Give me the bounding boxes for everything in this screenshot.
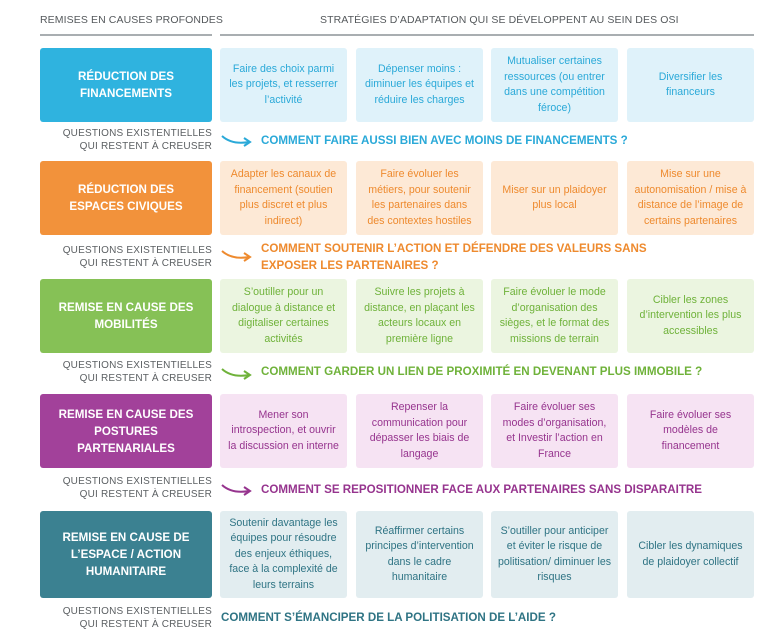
arrow-icon <box>220 481 254 497</box>
arrow-icon <box>220 365 254 381</box>
strategy-box: S’outiller pour anticiper et éviter le risque de politisation/ diminuer les risques <box>491 511 618 598</box>
strategy-box: Faire évoluer ses modes d’organisation, et Investir l’action en France <box>491 394 618 468</box>
strategy-box: Soutenir davantage les équipes pour résoudre des enjeux éthiques, face à la complexité de leurs terrains <box>220 511 347 598</box>
strategy-box: Adapter les canaux de financement (soutien plus discret et plus indirect) <box>220 161 347 235</box>
cause-box: REMISE EN CAUSE DES MOBILITÉS <box>40 279 212 353</box>
cause-box: RÉDUCTION DES ESPACES CIVIQUES <box>40 161 212 235</box>
strategy-box: Mener son introspection, et ouvrir la discussion en interne <box>220 394 347 468</box>
header-divider-right <box>220 34 754 36</box>
strategy-box: Faire des choix parmi les projets, et resserrer l’activité <box>220 48 347 122</box>
row-postures-partenariales <box>40 394 754 504</box>
question-text: COMMENT FAIRE AUSSI BIEN AVEC MOINS DE FINANCEMENTS ? <box>261 134 628 147</box>
strategy-box: Faire évoluer le mode d’organisation des sièges, et le format des missions de terrain <box>491 279 618 353</box>
cause-box: RÉDUCTION DES FINANCEMENTS <box>40 48 212 122</box>
strategy-box: Diversifier les financeurs <box>627 48 754 122</box>
strategy-box: Cibler les dynamiques de plaidoyer collectif <box>627 511 754 598</box>
row-espace-humanitaire <box>40 511 754 636</box>
row-espaces-civiques <box>40 161 754 281</box>
header-right: STRATÉGIES D’ADAPTATION QUI SE DÉVELOPPENT AU SEIN DES OSI <box>320 14 679 26</box>
row-mobilites <box>40 279 754 389</box>
question-text: COMMENT S’ÉMANCIPER DE LA POLITISATION DE L’AIDE ? <box>221 611 556 624</box>
cause-box: REMISE EN CAUSE DES POSTURES PARTENARIALES <box>40 394 212 468</box>
question-label: QUESTIONS EXISTENTIELLES QUI RESTENT À CREUSER <box>62 360 212 384</box>
strategy-box: Miser sur un plaidoyer plus local <box>491 161 618 235</box>
strategy-box: Cibler les zones d’intervention les plus accessibles <box>627 279 754 353</box>
header-divider-left <box>40 34 212 36</box>
arrow-icon <box>220 132 254 148</box>
question-text: COMMENT SE REPOSITIONNER FACE AUX PARTENAIRES SANS DISPARAITRE <box>261 483 703 496</box>
question-label: QUESTIONS EXISTENTIELLES QUI RESTENT À CREUSER <box>62 606 212 630</box>
strategy-box: Faire évoluer les métiers, pour soutenir les partenaires dans des contextes hostiles <box>356 161 483 235</box>
question-label: QUESTIONS EXISTENTIELLES QUI RESTENT À CREUSER <box>62 476 212 500</box>
header-left: REMISES EN CAUSES PROFONDES <box>40 14 223 26</box>
arrow-icon <box>220 247 254 263</box>
question-text: COMMENT GARDER UN LIEN DE PROXIMITÉ EN DEVENANT PLUS IMMOBILE ? <box>261 365 703 378</box>
strategy-box: Dépenser moins : diminuer les équipes et réduire les charges <box>356 48 483 122</box>
row-financements <box>40 48 754 158</box>
strategy-box: Suivre les projets à distance, en plaçant les acteurs locaux en première ligne <box>356 279 483 353</box>
strategy-box: S’outiller pour un dialogue à distance et digitaliser certaines activités <box>220 279 347 353</box>
question-label: QUESTIONS EXISTENTIELLES QUI RESTENT À CREUSER <box>62 128 212 152</box>
strategy-box: Mise sur une autonomisation / mise à distance de l’image de certains partenaires <box>627 161 754 235</box>
strategy-box: Faire évoluer ses modèles de financement <box>627 394 754 468</box>
question-label: QUESTIONS EXISTENTIELLES QUI RESTENT À CREUSER <box>62 245 212 269</box>
strategy-box: Repenser la communication pour dépasser les biais de langage <box>356 394 483 468</box>
strategy-box: Réaffirmer certains principes d’intervention dans le cadre humanitaire <box>356 511 483 598</box>
strategy-box: Mutualiser certaines ressources (ou entrer dans une compétition féroce) <box>491 48 618 122</box>
question-text: COMMENT SOUTENIR L’ACTION ET DÉFENDRE DES VALEURS SANS EXPOSER LES PARTENAIRES ? <box>261 242 647 272</box>
cause-box: REMISE EN CAUSE DE L’ESPACE / ACTION HUMANITAIRE <box>40 511 212 598</box>
